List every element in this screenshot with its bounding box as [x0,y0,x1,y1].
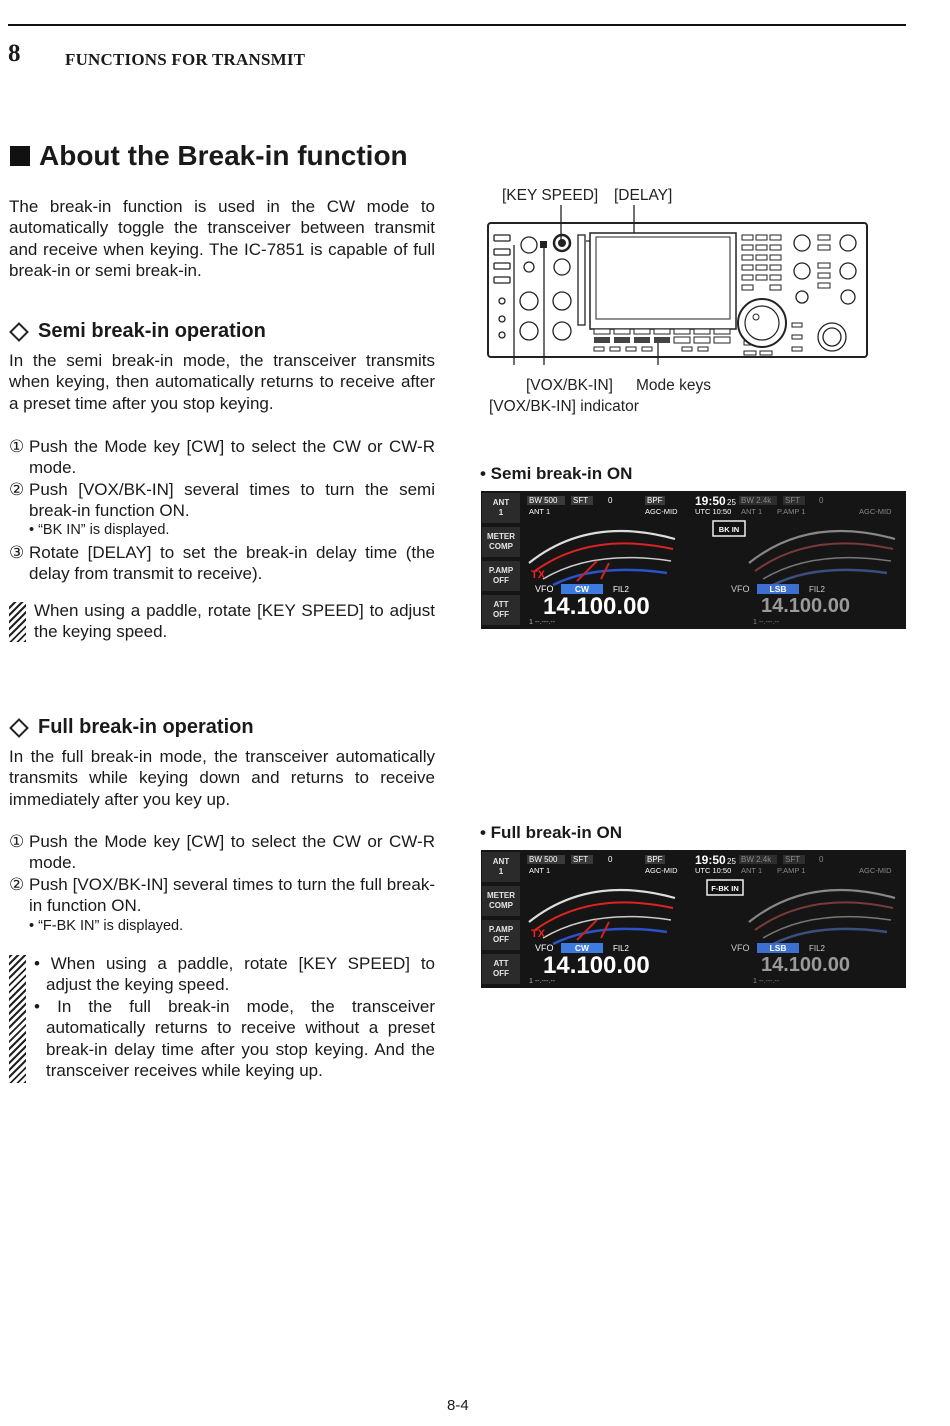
step-text: Push the Mode key [CW] to select the CW or CW-R mode. [29,437,435,478]
semi-note-text: When using a paddle, rotate [KEY SPEED] to adjust the keying speed. [34,601,435,642]
sub-bw: BW 2.4k [741,496,772,505]
side-btn-3-bottom: OFF [493,576,509,585]
intro-paragraph: The break-in function is used in the CW mode to automatically toggle the transceiver between transmit and receive when keying. The IC-7851 is capable of full break-in or semi break-in. [9,197,435,281]
side-btn-1-bottom: 1 [498,867,504,876]
side-btn-4-top: ATT [493,959,509,968]
side-btn-4-bottom: OFF [493,969,509,978]
sub-time: 19:50 [695,494,726,508]
sub-vfo: VFO [731,943,750,953]
sub-freq: 14.100.00 [761,595,850,617]
section-title-text: About the Break-in function [39,140,408,171]
semi-note [9,600,435,643]
label-vox: [VOX/BK-IN] [526,377,613,394]
section-title [10,140,408,172]
main-vfo: VFO [535,584,554,594]
step-text: Push [VOX/BK-IN] several times to turn the semi break-in function ON. [29,480,435,521]
sub-utc: UTC 10:50 [695,507,732,516]
main-vfo: VFO [535,943,554,953]
full-note-2: • In the full break-in mode, the transceiver automatically returns to receive without a preset break-in delay time after you stop keying. And the transceiver receives while keying up. [34,996,435,1081]
note-hatch-icon [9,955,26,1083]
sub-sft: SFT [785,496,801,505]
main-sft-val: 0 [608,855,613,864]
sub-fil: FIL2 [809,585,826,594]
side-btn-3-bottom: OFF [493,935,509,944]
sub-freq: 14.100.00 [761,954,850,976]
sub-mode: LSB [769,584,787,594]
side-btn-1-top: ANT [492,857,510,866]
side-btn-4-top: ATT [493,600,509,609]
page-number: 8-4 [447,1397,469,1414]
step-number: ② [9,480,25,499]
main-fil: FIL2 [613,585,630,594]
diamond-icon [9,718,29,738]
sub-sft-val: 0 [819,855,824,864]
full-note-1: • When using a paddle, rotate [KEY SPEED] to adjust the keying speed. [34,954,435,995]
semi-heading-text: Semi break-in operation [38,320,266,342]
sub-sec: 25 [727,857,736,866]
side-btn-1-top: ANT [492,498,510,507]
side-btn-2-bottom: COMP [489,542,513,551]
full-notes [9,953,435,1081]
semi-heading [9,320,266,343]
sub-utc: UTC 10:50 [695,866,732,875]
main-mem: 1 --.---.-- [529,619,556,626]
sub-bw: BW 2.4k [741,855,772,864]
note-hatch-icon [9,602,26,642]
main-freq: 14.100.00 [543,593,650,620]
main-fil: FIL2 [613,944,630,953]
label-vox-indicator: [VOX/BK-IN] indicator [489,398,639,415]
side-btn-3-top: P.AMP [488,925,514,934]
sub-mode: LSB [769,943,787,953]
main-mode: CW [574,584,590,594]
main-tx: TX [531,928,546,940]
main-sft: SFT [573,855,589,864]
step-text: Push the Mode key [CW] to select the CW or CW-R mode. [29,832,435,873]
main-ant: ANT 1 [529,866,551,875]
sub-ant: ANT 1 [741,507,763,516]
full-screen [481,850,906,988]
sub-time: 19:50 [695,853,726,867]
full-heading-text: Full break-in operation [38,716,254,738]
sub-agc: AGC-MID [859,866,892,875]
side-btn-4-bottom: OFF [493,610,509,619]
sub-mem: 1 --.---.-- [753,978,780,985]
step-text: Rotate [DELAY] to set the break-in delay time (the delay from transmit to receive). [29,543,435,584]
chapter-number: 8 [8,40,21,67]
semi-screen-caption: • Semi break-in ON [480,464,633,483]
step-number: ① [9,437,25,456]
side-btn-2-bottom: COMP [489,901,513,910]
semi-screen [481,491,906,629]
main-freq: 14.100.00 [543,952,650,979]
sub-agc: AGC-MID [859,507,892,516]
full-sub-note: • “F-BK IN” is displayed. [29,918,184,934]
sub-fil: FIL2 [809,944,826,953]
main-bpf: BPF [647,496,663,505]
semi-bkin-indicator: BK IN [718,525,740,534]
semi-paragraph: In the semi break-in mode, the transceiver transmits when keying, then automatically returns to receive after a preset time after you stop keying. [9,351,435,413]
side-btn-2-top: METER [487,532,515,541]
full-step-1 [9,831,435,874]
semi-step-1 [9,436,435,479]
full-paragraph: In the full break-in mode, the transceiver automatically transmits while keying down and returns to receive immediately after you key up. [9,747,435,809]
side-btn-2-top: METER [487,891,515,900]
step-number: ③ [9,543,25,562]
step-number: ① [9,832,25,851]
main-agc: AGC-MID [645,507,678,516]
sub-vfo: VFO [731,584,750,594]
sub-sft-val: 0 [819,496,824,505]
main-bpf: BPF [647,855,663,864]
chapter-title: FUNCTIONS FOR TRANSMIT [65,50,306,69]
header-rule [8,24,906,26]
main-sft: SFT [573,496,589,505]
main-mem: 1 --.---.-- [529,978,556,985]
semi-step-3 [9,542,435,585]
label-mode-keys: Mode keys [636,377,711,394]
step-number: ② [9,875,25,894]
sub-pamp: P.AMP 1 [777,507,806,516]
side-btn-3-top: P.AMP [488,566,514,575]
full-step-2 [9,874,435,917]
sub-pamp: P.AMP 1 [777,866,806,875]
main-ant: ANT 1 [529,507,551,516]
label-key-speed: [KEY SPEED] [502,187,599,204]
sub-sft: SFT [785,855,801,864]
transceiver-front-panel [486,205,870,365]
full-heading [9,716,254,739]
side-btn-1-bottom: 1 [498,508,504,517]
full-bkin-indicator: F-BK IN [711,884,739,893]
main-mode: CW [574,943,590,953]
main-sft-val: 0 [608,496,613,505]
step-text: Push [VOX/BK-IN] several times to turn the full break-in function ON. [29,875,435,916]
sub-mem: 1 --.---.-- [753,619,780,626]
semi-step-2 [9,479,435,522]
full-screen-caption: • Full break-in ON [480,823,622,842]
label-delay: [DELAY] [614,187,673,204]
semi-sub-note: • “BK IN” is displayed. [29,522,170,538]
sub-ant: ANT 1 [741,866,763,875]
square-bullet-icon [10,146,30,166]
main-bw: BW 500 [529,496,558,505]
diamond-icon [9,322,29,342]
main-bw: BW 500 [529,855,558,864]
sub-sec: 25 [727,498,736,507]
main-tx: TX [531,569,546,581]
main-agc: AGC-MID [645,866,678,875]
